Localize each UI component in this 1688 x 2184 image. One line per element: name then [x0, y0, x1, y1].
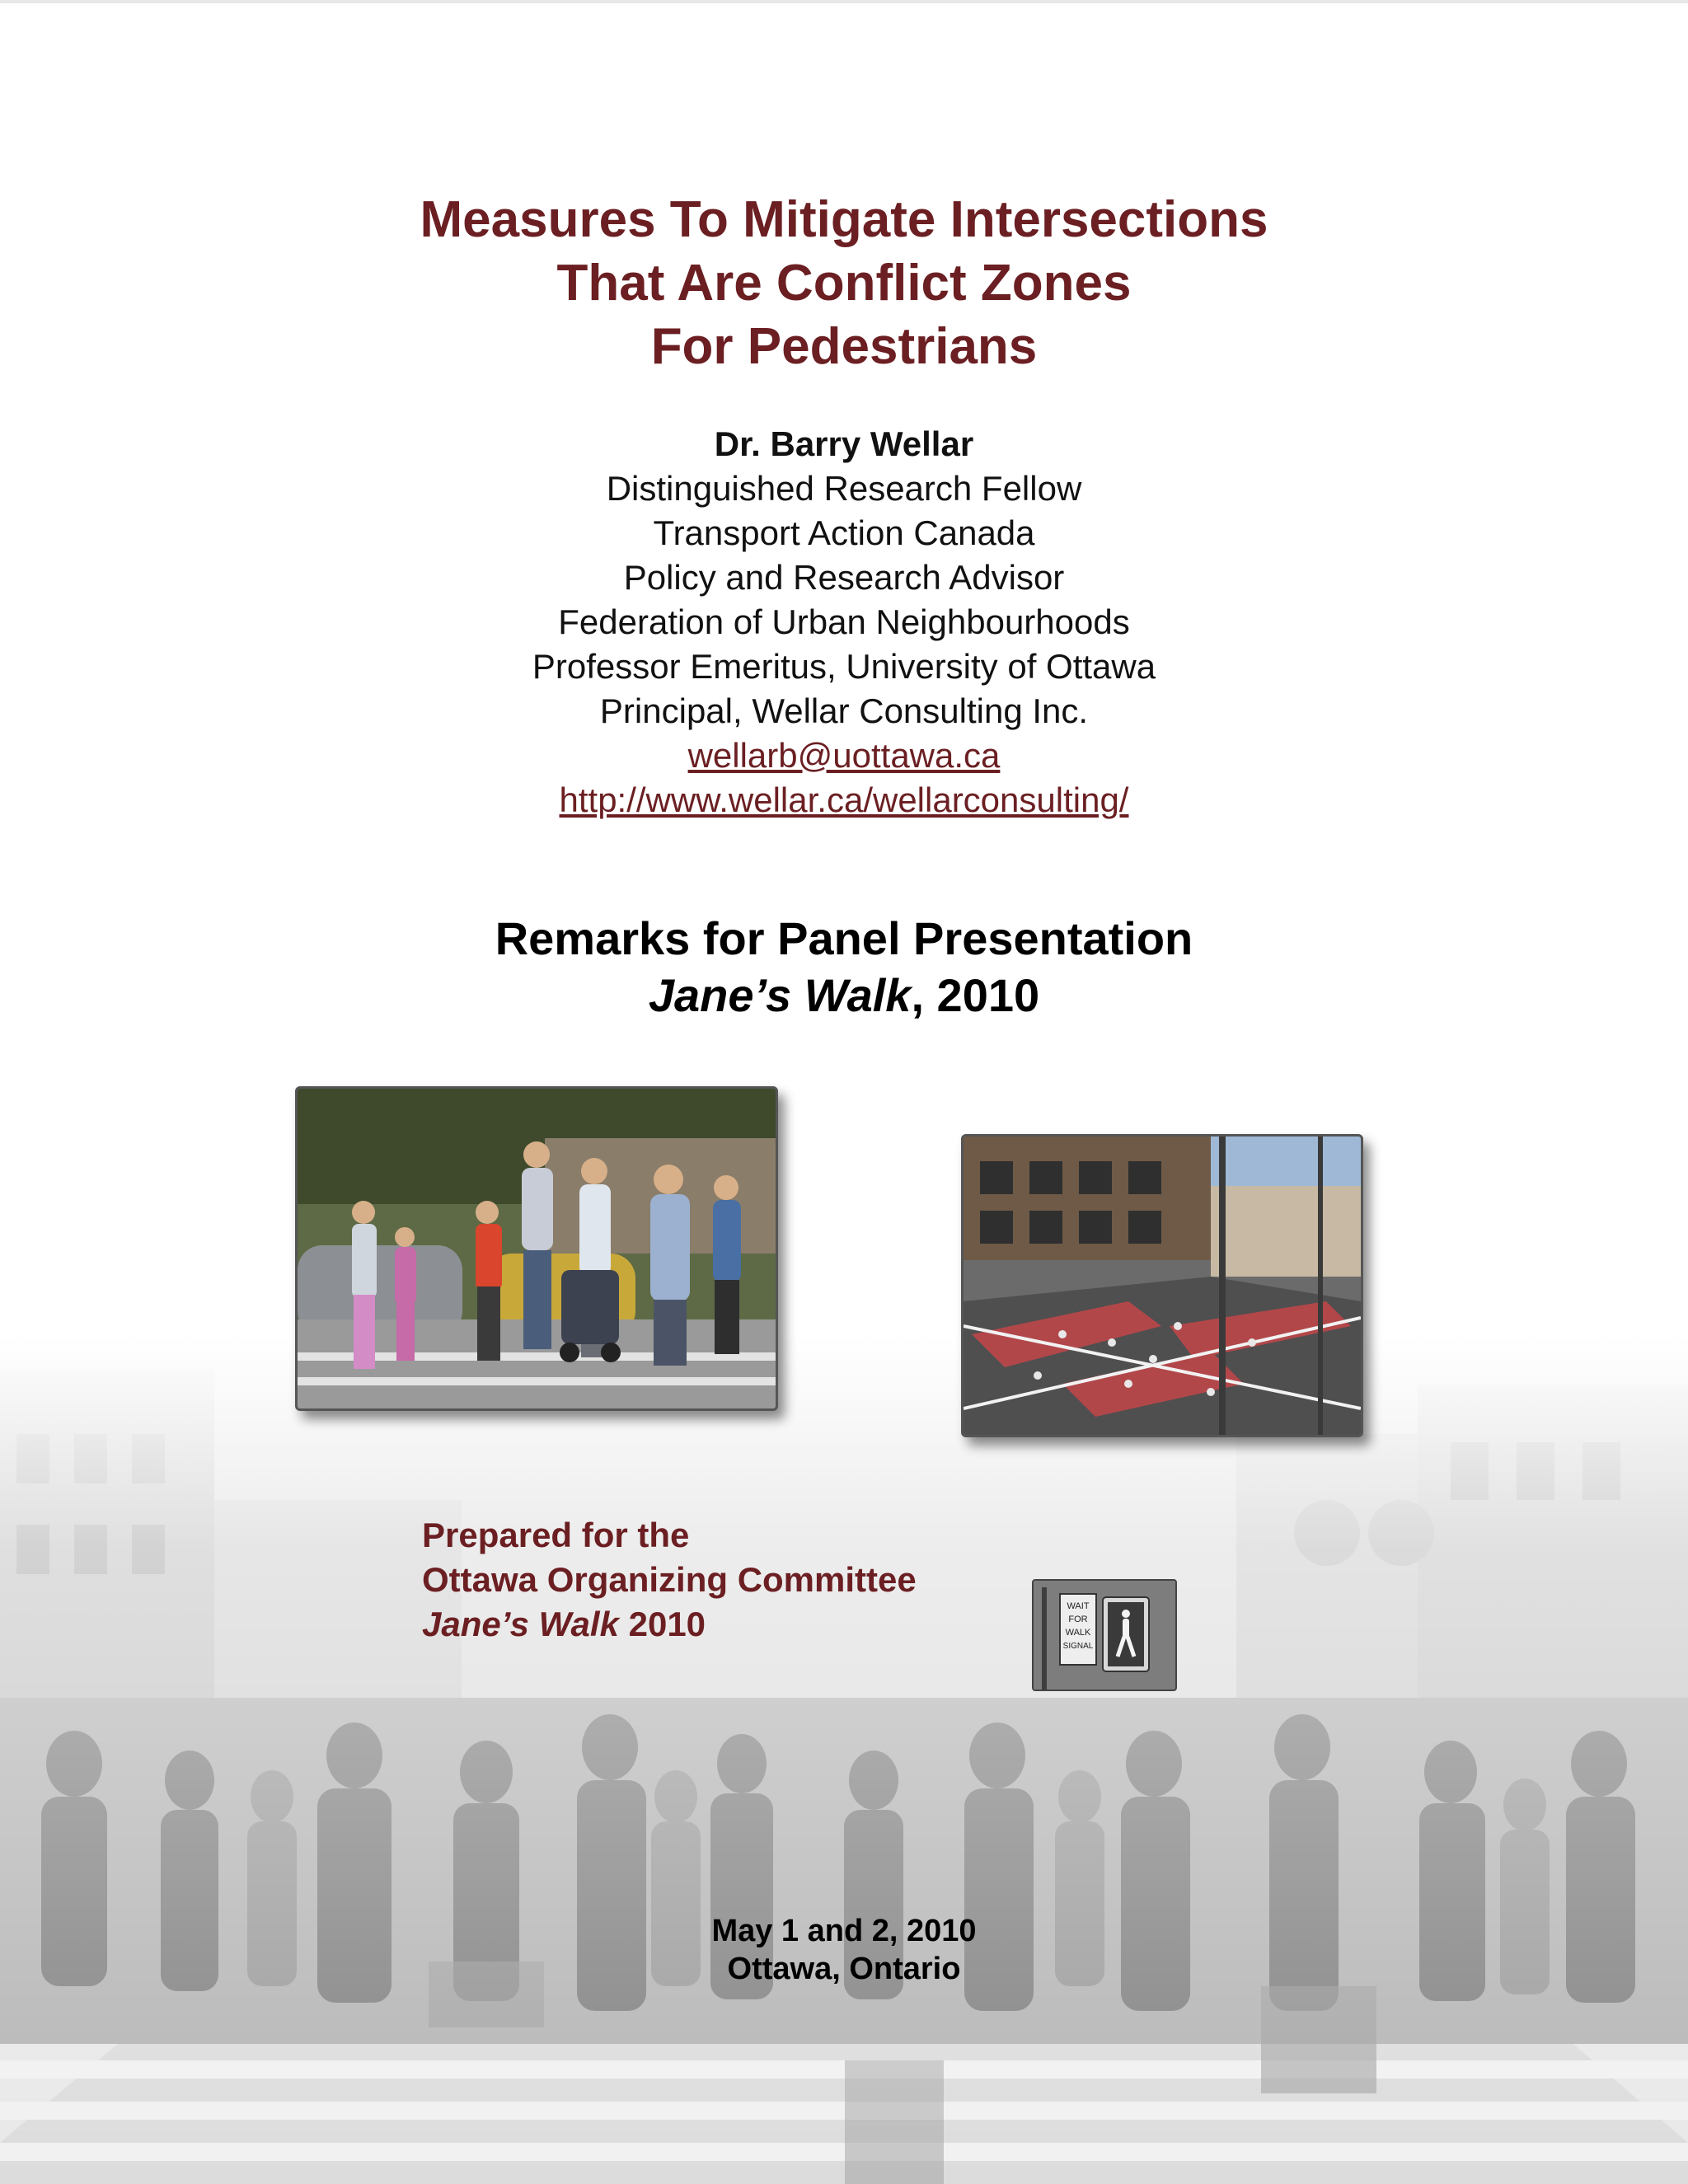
title-line-2: That Are Conflict Zones [556, 255, 1132, 312]
top-border [0, 0, 1688, 3]
prepared-line-3 [422, 1602, 917, 1647]
pedestrians-crossing-photo [295, 1086, 778, 1411]
event-location: Ottawa, Ontario [727, 1952, 961, 1986]
affiliation-5: Professor Emeritus, University of Ottawa [532, 647, 1156, 686]
author-name: Dr. Barry Wellar [714, 424, 974, 463]
email-link[interactable]: wellarb@uottawa.ca [687, 736, 1001, 775]
crowd-background-image [0, 1335, 1688, 2184]
prepared-event-year: 2010 [618, 1605, 706, 1643]
remarks-line-1: Remarks for Panel Presentation [495, 912, 1193, 964]
event-date: May 1 and 2, 2010 [711, 1914, 977, 1948]
remarks-heading [0, 910, 1688, 1024]
affiliation-3: Policy and Research Advisor [623, 558, 1065, 597]
author-block [0, 422, 1688, 823]
event-info [0, 1912, 1688, 1988]
prepared-for-block [422, 1513, 917, 1647]
website-link[interactable]: http://www.wellar.ca/wellarconsulting/ [559, 780, 1129, 819]
remarks-event-year: , 2010 [911, 969, 1040, 1021]
document-title [0, 188, 1688, 378]
walk-signal-photo [1032, 1579, 1177, 1691]
remarks-line-2 [0, 967, 1688, 1024]
affiliation-4: Federation of Urban Neighbourhoods [558, 602, 1130, 641]
affiliation-1: Distinguished Research Fellow [606, 469, 1082, 508]
prepared-line-2: Ottawa Organizing Committee [422, 1560, 917, 1599]
scramble-intersection-photo [961, 1134, 1363, 1437]
walk-sign-word-3: WALK [1065, 1628, 1091, 1638]
affiliation-2: Transport Action Canada [653, 513, 1035, 552]
remarks-event-name: Jane’s Walk [648, 969, 912, 1021]
walk-sign-word-2: FOR [1068, 1615, 1088, 1624]
walk-sign-word-1: WAIT [1067, 1601, 1090, 1611]
prepared-event-name: Jane’s Walk [422, 1605, 619, 1643]
title-line-3: For Pedestrians [650, 318, 1038, 375]
walk-sign-word-4: SIGNAL [1062, 1642, 1094, 1651]
prepared-line-1: Prepared for the [422, 1516, 690, 1554]
title-line-1: Measures To Mitigate Intersections [420, 191, 1268, 248]
affiliation-6: Principal, Wellar Consulting Inc. [599, 691, 1089, 730]
